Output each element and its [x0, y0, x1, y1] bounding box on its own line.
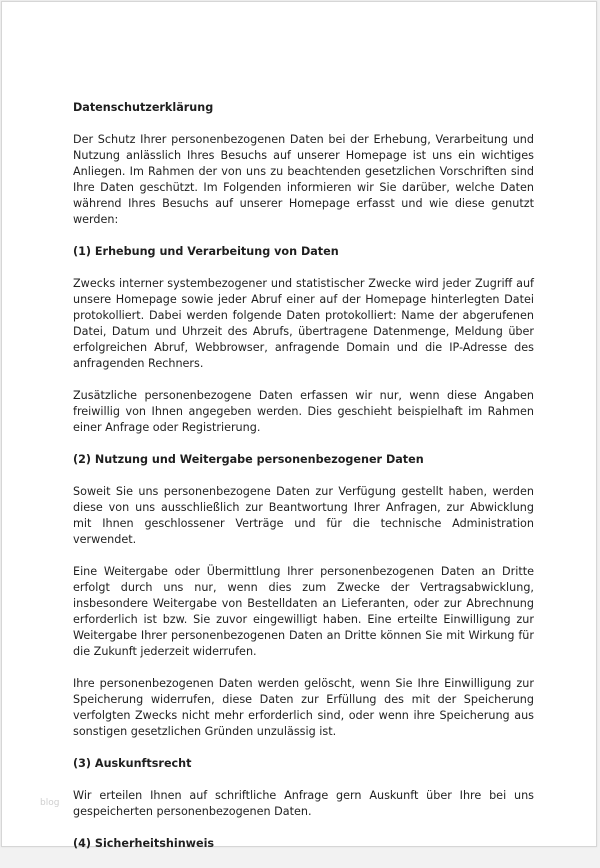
section-heading-4: (4) Sicherheitshinweis: [73, 837, 215, 850]
section-2-paragraph-2: Eine Weitergabe oder Übermittlung Ihrer personenbezogenen Daten an Dritte erfolgt durch uns nur, wenn dies zum Zwecke der Vertragsabwicklung, insbesondere Weitergabe von Bestelldaten an Lieferanten, oder zur Abrechnung erforderlich ist bzw. Sie zuvor eingewilligt haben. Eine erteilte Einwilligung zur Weitergabe Ihrer personenbezogenen Daten an Dritte können Sie mit Wirkung für die Zukunft jederzeit widerrufen.: [73, 565, 534, 658]
section-2-paragraph-1: Soweit Sie uns personenbezogene Daten zur Verfügung gestellt haben, werden diese von uns ausschließlich zur Beantwortung Ihrer Anfragen, zur Abwicklung mit Ihnen geschlossener Verträge und für die technische Administration verwendet.: [73, 485, 534, 546]
intro-paragraph: Der Schutz Ihrer personenbezogenen Daten bei der Erhebung, Verarbeitung und Nutzung anlässlich Ihres Besuchs auf unserer Homepage ist uns ein wichtiges Anliegen. Im Rahmen der von uns zu beachtenden gesetzlichen Vorschriften sind Ihre Daten geschützt. Im Folgenden informieren wir Sie darüber, welche Daten während Ihres Besuchs auf unserer Homepage erfasst und wie diese genutzt werden:: [73, 133, 534, 226]
section-2-paragraph-3: Ihre personenbezogenen Daten werden gelöscht, wenn Sie Ihre Einwilligung zur Speicherung widerrufen, diese Daten zur Erfüllung des mit der Speicherung verfolgten Zwecks nicht mehr erforderlich sind, oder wenn ihre Speicherung aus sonstigen gesetzlichen Gründen unzulässig ist.: [73, 677, 534, 738]
section-1-paragraph-1: Zwecks interner systembezogener und statistischer Zwecke wird jeder Zugriff auf unsere Homepage sowie jeder Abruf einer auf der Homepage hinterlegten Datei protokolliert. Dabei werden folgende Daten protokolliert: Name der abgerufenen Datei, Datum und Uhrzeit des Abrufs, übertragene Datenmenge, Meldung über erfolgreichen Abruf, Webbrowser, anfragende Domain und die IP-Adresse des anfragenden Rechners.: [73, 277, 534, 370]
document-title: Datenschutzerklärung: [73, 101, 214, 114]
section-1-paragraph-2: Zusätzliche personenbezogene Daten erfassen wir nur, wenn diese Angaben freiwillig von Ihnen angegeben werden. Dies geschieht beispielhaft im Rahmen einer Anfrage oder Registrierung.: [73, 389, 534, 434]
watermark-text: blog: [40, 798, 60, 808]
section-heading-1: (1) Erhebung und Verarbeitung von Daten: [73, 245, 339, 258]
section-heading-2: (2) Nutzung und Weitergabe personenbezogener Daten: [73, 453, 424, 466]
section-3-paragraph-1: Wir erteilen Ihnen auf schriftliche Anfrage gern Auskunft über Ihre bei uns gespeicherten personenbezogenen Daten.: [73, 789, 534, 818]
section-heading-3: (3) Auskunftsrecht: [73, 757, 192, 770]
document-content: [73, 100, 534, 868]
document-page: [1, 1, 597, 850]
